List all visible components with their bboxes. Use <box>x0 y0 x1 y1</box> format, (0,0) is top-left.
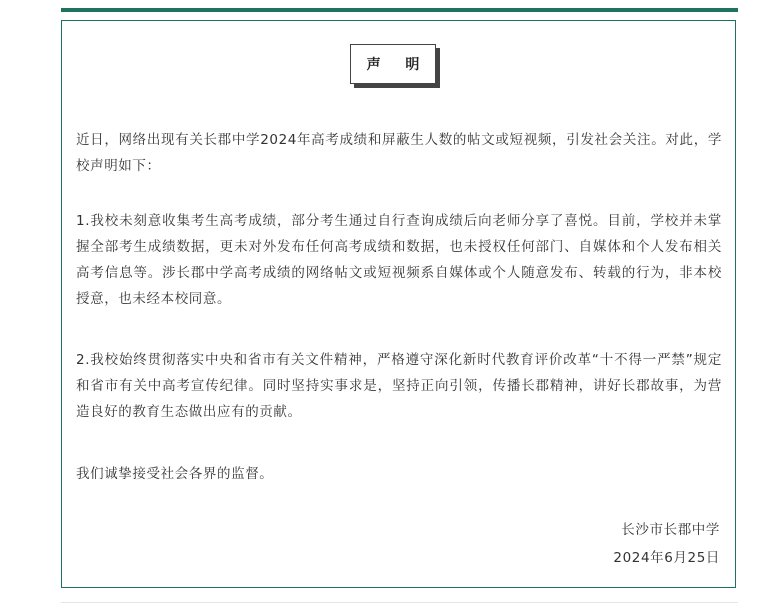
signature-date: 2024年6月25日 <box>613 550 720 566</box>
point-1-paragraph: 1.我校未刻意收集考生高考成绩，部分考生通过自行查询成绩后向老师分享了喜悦。目前，学校并未掌握全部考生成绩数据，更未对外发布任何高考成绩和数据，也未授权任何部门、自媒体和个人发布相关高考信息等。涉长郡中学高考成绩的网络帖文或短视频系自媒体或个人随意发布、转载的行为，非本校授意，也未经本校同意。 <box>76 213 722 307</box>
point-2-paragraph: 2.我校始终贯彻落实中央和省市有关文件精神，严格遵守深化新时代教育评价改革“十不得一严禁”规定和省市有关中高考宣传纪律。同时坚持实事求是，坚持正向引领，传播长郡精神，讲好长郡故事，为营造良好的教育生态做出应有的贡献。 <box>76 352 722 420</box>
intro-paragraph: 近日，网络出现有关长郡中学2024年高考成绩和屏蔽生人数的帖文或短视频，引发社会关注。对此，学校声明如下： <box>76 132 722 174</box>
bottom-divider <box>61 602 738 603</box>
page-title: 声 明 <box>350 44 436 84</box>
signature-org: 长沙市长郡中学 <box>621 522 720 538</box>
closing-paragraph: 我们诚挚接受社会各界的监督。 <box>76 466 274 482</box>
title-badge <box>350 44 440 88</box>
top-accent-bar <box>61 8 738 12</box>
